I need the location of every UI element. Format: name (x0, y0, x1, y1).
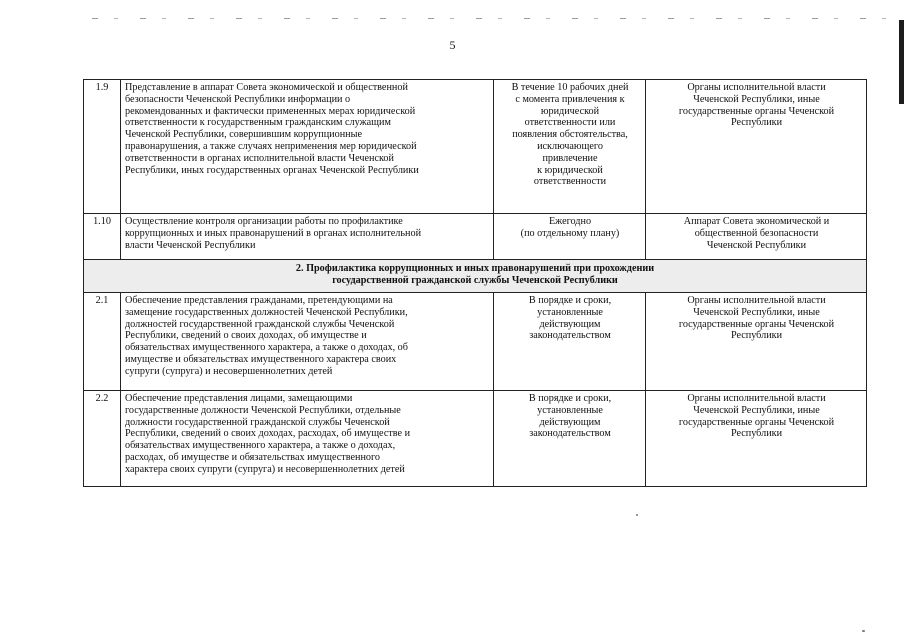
executor-line: государственные органы Чеченской (678, 105, 835, 117)
responsible-executors (646, 391, 867, 487)
executor-line: Чеченской Республики, иные (693, 93, 820, 105)
item-number: 2.2 (84, 391, 121, 487)
term-line: (по отдельному плану) (520, 227, 620, 239)
description-line: Чеченской Республики, совершившим коррупционные (125, 129, 363, 141)
measure-description (121, 391, 494, 487)
description-line: Республики, иных государственных органах Чеченской Республики (125, 164, 419, 176)
description-line: Республики, сведений о своих доходах, расходах, об имуществе и (125, 428, 411, 440)
measure-description (121, 214, 494, 260)
term-line: В порядке и сроки, (528, 295, 612, 306)
description-line: должностей государственной гражданской службы Чеченской (125, 318, 395, 330)
executor-line: Органы исполнительной власти (687, 393, 826, 404)
description-line: супруги (супруга) и несовершеннолетних детей (125, 365, 333, 377)
table-row (84, 80, 867, 214)
term-line: ответственности или (524, 117, 616, 129)
description-line: власти Чеченской Республики (125, 239, 256, 251)
scan-edge-artifact (92, 18, 892, 19)
description-line: Осуществление контроля организации работы по профилактике (125, 216, 403, 227)
responsible-executors (646, 214, 867, 260)
executor-line: государственные органы Чеченской (678, 318, 835, 330)
term-line: юридической (540, 105, 600, 117)
description-line: ответственности к государственным гражданским служащим (125, 117, 391, 129)
description-line: характера своих супруги (супруга) и несовершеннолетних детей (125, 463, 405, 475)
execution-term (494, 80, 646, 214)
table-row (84, 293, 867, 391)
description-line: Обеспечение представления лицами, замещающими (125, 393, 353, 404)
description-line: расходах, об имуществе и обязательствах имущественного (125, 451, 381, 463)
term-line: В порядке и сроки, (528, 393, 612, 404)
section-title-line: государственной гражданской службы Чеченской Республики (332, 274, 618, 286)
executor-line: Чеченской Республики (706, 239, 807, 251)
term-line: с момента привлечения к (515, 93, 625, 105)
description-line: рекомендованных и фактически примененных мерах юридической (125, 105, 416, 117)
section-title (84, 260, 867, 293)
execution-term (494, 293, 646, 391)
scan-speck (862, 630, 865, 632)
executor-line: Чеченской Республики, иные (693, 306, 820, 318)
term-line: действующим (539, 318, 601, 330)
term-line: ответственности (533, 176, 607, 188)
description-line: обязательствах имущественного характера, а также о доходах, (125, 440, 396, 452)
table-row (84, 391, 867, 487)
executor-line: Республики (730, 117, 783, 129)
description-line: ответственности в органах исполнительной власти Чеченской (125, 152, 394, 164)
term-line: к юридической (537, 164, 603, 176)
description-line: Республики, сведений о своих доходах, об имуществе и (125, 330, 367, 342)
executor-line: Аппарат Совета экономической и (683, 216, 830, 227)
executor-line: Органы исполнительной власти (687, 295, 826, 306)
section-header-row (84, 260, 867, 293)
measures-table-body (84, 80, 867, 487)
execution-term (494, 391, 646, 487)
term-line: Ежегодно (548, 216, 592, 227)
description-line: имуществе и обязательствах имущественного характера своих (125, 353, 397, 365)
executor-line: Чеченской Республики, иные (693, 404, 820, 416)
term-line: привлечение (542, 152, 598, 164)
responsible-executors (646, 80, 867, 214)
execution-term (494, 214, 646, 260)
description-line: безопасности Чеченской Республики информации о (125, 93, 351, 105)
term-line: установленные (537, 404, 603, 416)
measure-description (121, 80, 494, 214)
term-line: В течение 10 рабочих дней (511, 82, 629, 93)
item-number: 1.9 (84, 80, 121, 214)
term-line: появления обстоятельства, (512, 129, 628, 141)
executor-line: государственные органы Чеченской (678, 416, 835, 428)
term-line: действующим (539, 416, 601, 428)
description-line: государственные должности Чеченской Республики, отдельные (125, 404, 401, 416)
executor-line: Органы исполнительной власти (687, 82, 826, 93)
item-number: 1.10 (84, 214, 121, 260)
term-line: исключающего (537, 140, 603, 152)
measure-description (121, 293, 494, 391)
description-line: обязательствах имущественного характера, а также о доходах, об (125, 342, 408, 354)
measures-table (83, 79, 867, 487)
term-line: установленные (537, 306, 603, 318)
scan-speck (636, 514, 638, 516)
item-number: 2.1 (84, 293, 121, 391)
executor-line: Республики (730, 428, 783, 440)
page-number: 5 (449, 38, 456, 52)
term-line: законодательством (529, 330, 611, 342)
section-title-line: 2. Профилактика коррупционных и иных правонарушений при прохождении (295, 263, 655, 274)
responsible-executors (646, 293, 867, 391)
table-row (84, 214, 867, 260)
executor-line: общественной безопасности (694, 227, 819, 239)
description-line: Представление в аппарат Совета экономической и общественной (125, 82, 408, 93)
term-line: законодательством (529, 428, 611, 440)
description-line: Обеспечение представления гражданами, претендующими на (125, 295, 393, 306)
description-line: должности государственной гражданской службы Чеченской (125, 416, 390, 428)
description-line: коррупционных и иных правонарушений в органах исполнительной (125, 227, 422, 239)
scan-margin-bar (899, 20, 904, 104)
executor-line: Республики (730, 330, 783, 342)
description-line: правонарушения, а также случаях неприменения мер юридической (125, 140, 417, 152)
description-line: замещение государственных должностей Чеченской Республики, (125, 306, 408, 318)
